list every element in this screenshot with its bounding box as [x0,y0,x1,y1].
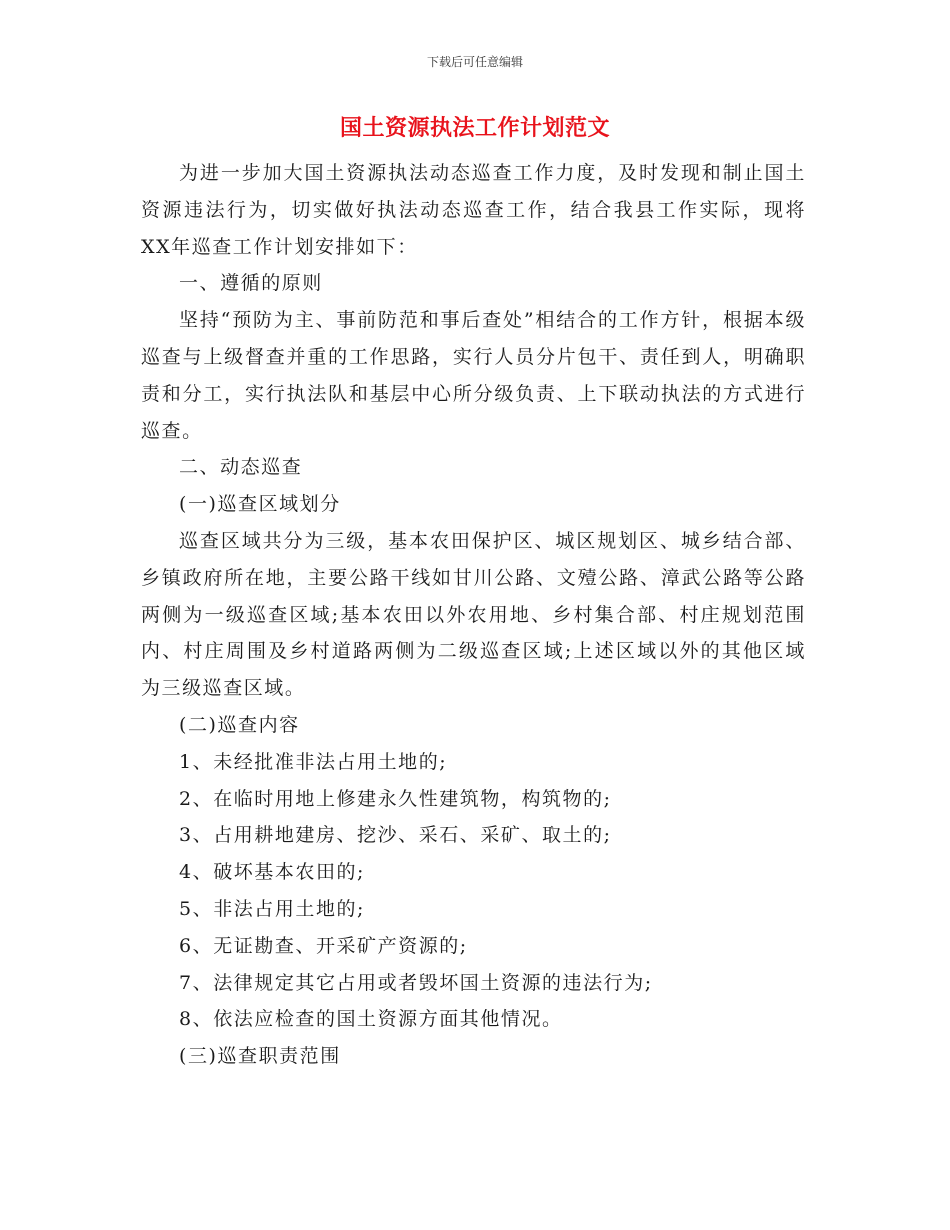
list-item: 3、占用耕地建房、挖沙、采石、采矿、取土的; [179,824,612,847]
subheading-patrol-content: (二)巡查内容 [179,713,300,736]
list-item: 1、未经批准非法占用土地的; [179,750,448,773]
intro-paragraph: 为进一步加大国土资源执法动态巡查工作力度，及时发现和制止国土资源违法行为，切实做好执法动态巡查工作，结合我县工作实际，现将XX年巡查工作计划安排如下： [141,162,806,258]
list-item: 2、在临时用地上修建永久性建筑物，构筑物的; [179,787,612,810]
subheading-responsibility-scope: (三)巡查职责范围 [179,1045,341,1068]
header-note: 下载后可任意编辑 [426,55,523,69]
list-item: 4、破坏基本农田的; [179,861,365,884]
list-item: 8、依法应检查的国土资源方面其他情况。 [179,1008,563,1031]
list-item: 7、法律规定其它占用或者毁坏国土资源的违法行为; [179,971,653,994]
document-title: 国土资源执法工作计划范文 [339,115,610,141]
area-division-paragraph: 巡查区域共分为三级，基本农田保护区、城区规划区、城乡结合部、乡镇政府所在地，主要公路干线如甘川公路、文殪公路、漳武公路等公路两侧为一级巡查区域;基本农田以外农用地、乡村集合部、村庄规划范围内、村庄周围及乡村道路两侧为二级巡查区域;上述区域以外的其他区域为三级巡查区域。 [141,529,806,700]
section-heading-patrol: 二、动态巡查 [179,456,303,479]
list-item: 5、非法占用土地的; [179,897,365,920]
document-body [141,155,806,1075]
subheading-area-division: (一)巡查区域划分 [179,493,341,516]
section-heading-principles: 一、遵循的原则 [179,272,323,295]
list-item: 6、无证勘查、开采矿产资源的; [179,934,468,957]
principles-paragraph: 坚持“预防为主、事前防范和事后查处”相结合的工作方针，根据本级巡查与上级督查并重的工作思路，实行人员分片包干、责任到人，明确职责和分工，实行执法队和基层中心所分级负责、上下联动执法的方式进行巡查。 [141,309,806,442]
